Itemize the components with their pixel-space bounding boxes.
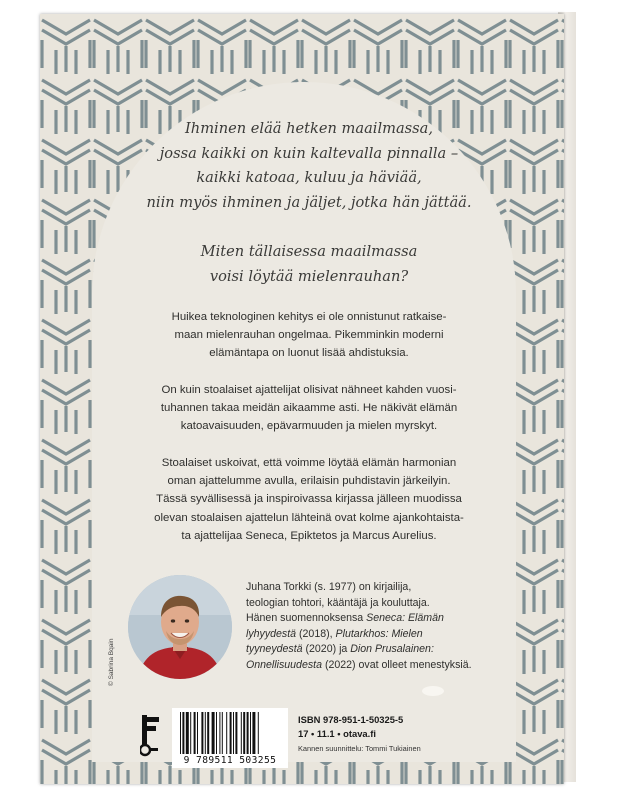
paragraph-line: Huikea teknologinen kehitys ei ole onnistunut ratkaise- <box>171 311 447 323</box>
author-bio <box>246 580 478 674</box>
barcode-bar <box>247 712 249 754</box>
barcode-bar <box>241 712 242 754</box>
barcode-bar <box>252 712 255 754</box>
paragraph-line: ta ajattelijaa Seneca, Epiktetos ja Marcus Aurelius. <box>181 529 437 542</box>
barcode-bars <box>172 708 288 756</box>
barcode-bar <box>197 712 198 754</box>
barcode-digits: 9 789511 503255 <box>183 755 277 766</box>
barcode-bar <box>212 712 215 754</box>
barcode-bar <box>219 712 220 754</box>
paragraph-line: Tässä syvällisessä ja inspiroivassa kirjassa jälleen muodissa <box>156 493 462 506</box>
paragraph-line: On kuin stoalaiset ajattelijat olisivat nähneet kahden vuosi- <box>161 384 457 396</box>
publisher-logo <box>140 713 164 757</box>
barcode-bar <box>235 712 237 754</box>
bio-line <box>246 611 478 673</box>
barcode-bar <box>180 712 181 754</box>
barcode-bar <box>186 712 189 754</box>
paragraph-line: olevan stoalaisen ajattelun lähteinä ovat kolme ajankohtaista- <box>154 511 464 524</box>
barcode <box>172 708 288 768</box>
paragraph-line: Stoalaiset uskoivat, että voimme löytää elämän harmonian <box>161 457 457 469</box>
barcode-bar <box>182 712 184 754</box>
barcode-bar <box>205 712 206 754</box>
quote-line: niin myös ihminen ja jäljet, jotka hän jättää. <box>146 193 472 211</box>
publisher-line: 17 • 11.1 • otava.fi <box>298 728 376 739</box>
cover-smudge <box>422 686 444 696</box>
barcode-bar <box>243 712 245 754</box>
paragraph-line: katoavaisuuden, epävarmuuden ja mielen myrskyt. <box>180 420 438 433</box>
quote-line: jossa kaikki on kuin kaltevalla pinnalla – <box>159 144 459 162</box>
photo-credit: © Sabrina Bqain <box>108 638 115 686</box>
bio-line: Juhana Torkki (s. 1977) on kirjailija, <box>246 581 412 593</box>
paragraph-line: elämäntapa on luonut lisää ahdistuksia. <box>209 347 409 360</box>
description-paragraph-1 <box>0 308 618 363</box>
book-year: (2018), <box>299 627 333 640</box>
barcode-bar <box>233 712 234 754</box>
book-year: (2020) ja <box>305 643 348 656</box>
barcode-bar <box>226 712 227 754</box>
book-year: (2022) ovat olleet menestyksiä. <box>324 658 472 671</box>
author-photo <box>128 575 232 679</box>
barcode-bar <box>207 712 209 754</box>
paragraph-line: tuhannen takaa meidän aikaamme asti. He näkivät elämän <box>160 402 458 415</box>
question-line: Miten tällaisessa maailmassa <box>200 243 418 260</box>
question-line: voisi löytää mielenrauhan? <box>209 267 409 285</box>
book-title: Seneca: Elämän lyhyydestä <box>246 612 444 640</box>
quote-line: Ihminen elää hetken maailmassa, <box>185 120 433 137</box>
bio-line: teologian tohtori, kääntäjä ja kouluttaja. <box>246 596 430 609</box>
barcode-bar <box>190 712 191 754</box>
isbn-block <box>298 713 403 741</box>
barcode-bar <box>222 712 223 754</box>
cover-designer-credit: Kannen suunnittelu: Tommi Tukiainen <box>298 744 421 753</box>
isbn-number: ISBN 978-951-1-50325-5 <box>298 714 404 725</box>
barcode-bar <box>201 712 203 754</box>
barcode-bar <box>216 712 217 754</box>
book-title: Plutarkhos: Mielen tyyneydestä <box>246 627 423 656</box>
barcode-bar <box>194 712 196 754</box>
question-block <box>0 240 618 289</box>
description-paragraph-2 <box>0 381 618 436</box>
book-title: Dion Prusalainen: Onnellisuudesta <box>246 643 434 671</box>
paragraph-line: oman ajattelumme avulla, erilaisin puhdistavin järkeilyin. <box>167 475 451 488</box>
quote-block <box>0 117 618 215</box>
bio-text: Hänen suomennoksensa <box>246 612 364 625</box>
barcode-bar <box>258 712 259 754</box>
paragraph-line: maan mielenrauhan ongelmaa. Pikemminkin moderni <box>174 329 444 342</box>
barcode-bar <box>230 712 232 754</box>
barcode-bar <box>250 712 251 754</box>
description-paragraph-3 <box>0 454 618 545</box>
quote-line: kaikki katoaa, kuluu ja häviää, <box>196 169 422 186</box>
